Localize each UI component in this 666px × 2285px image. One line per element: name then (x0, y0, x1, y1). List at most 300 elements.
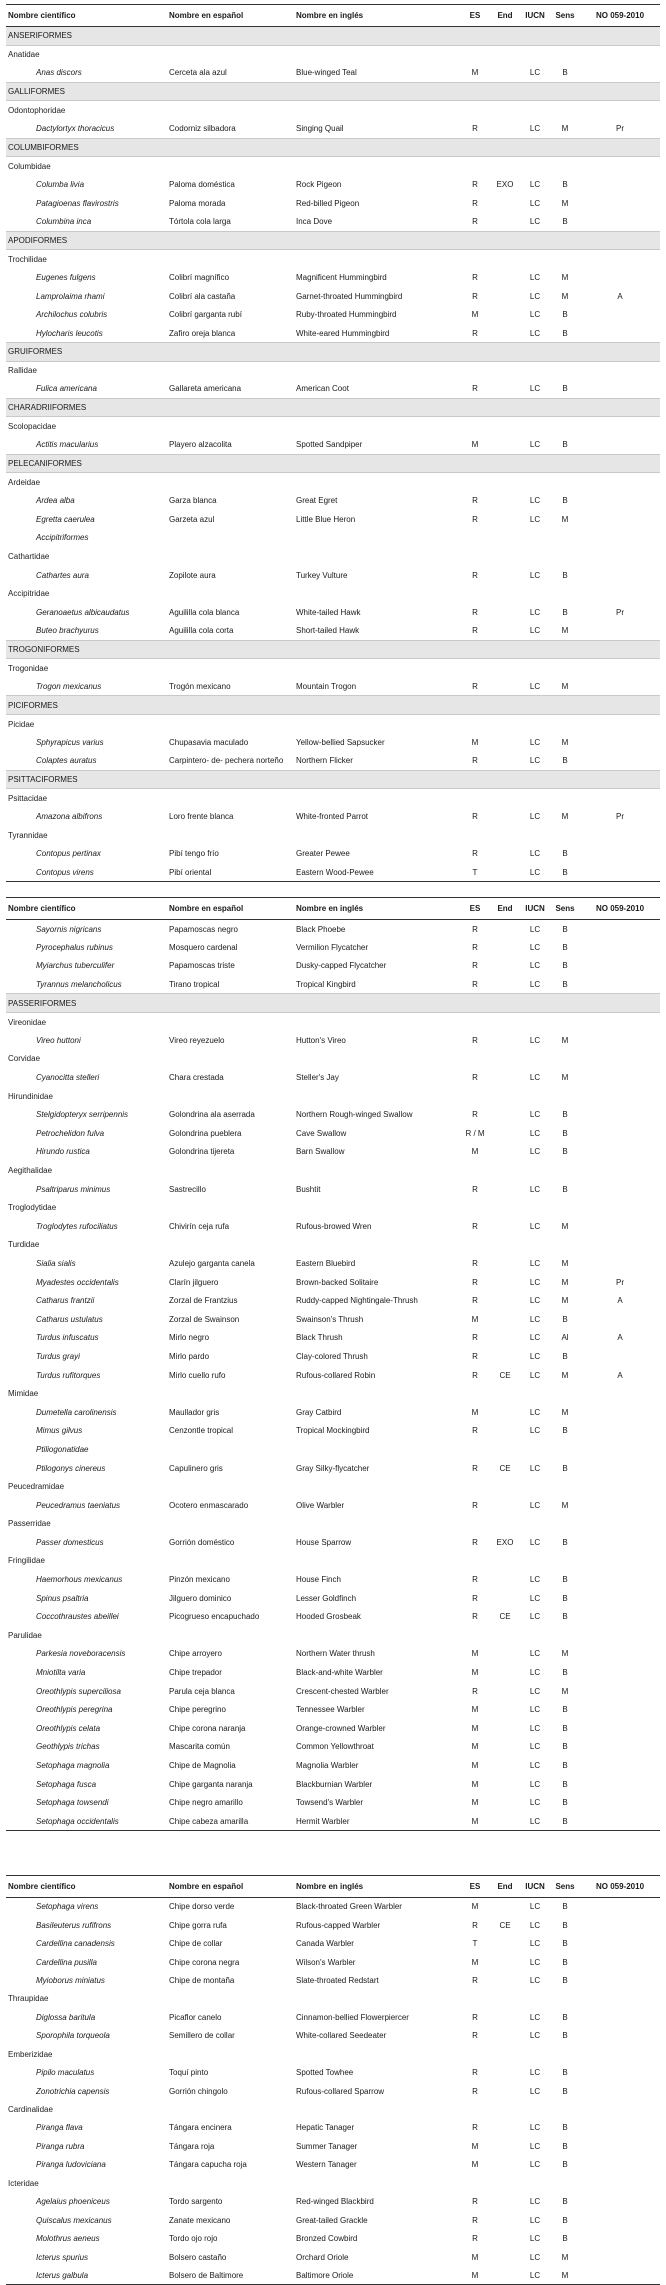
iucn-status: LC (520, 1812, 550, 1831)
es-status: M (471, 1779, 479, 1789)
english-name: Slate-throated Redstart (296, 1975, 379, 1985)
endemism (490, 752, 520, 771)
sensitivity: B (562, 2215, 568, 2225)
es-status: R (472, 496, 478, 506)
endemism (490, 287, 520, 306)
es-status: R (472, 1221, 478, 1231)
sensitivity: B (562, 849, 568, 859)
sensitivity: B (562, 924, 568, 934)
scientific-name: Setophaga virens (36, 1902, 99, 1912)
iucn-status: LC (529, 1779, 541, 1789)
nom-059-status: A (617, 1370, 623, 1380)
scientific-name: Ptiliogonatidae (36, 1444, 89, 1454)
nom-059-status (580, 2137, 660, 2155)
endemism (490, 1496, 520, 1515)
endemism (490, 938, 520, 957)
iucn-status: LC (529, 961, 541, 971)
nom-059-status (580, 175, 660, 194)
endemism: EXO (496, 180, 514, 190)
spanish-name: Picogrueso encapuchado (169, 1612, 260, 1622)
sensitivity: M (561, 198, 569, 208)
nom-059-status (580, 2248, 660, 2266)
english-name: Hepatic Tanager (296, 2123, 355, 2133)
sensitivity: B (550, 863, 580, 882)
scientific-name: Accipitriformes (36, 533, 89, 543)
iucn-status: LC (529, 1221, 541, 1231)
table-row (6, 2119, 660, 2137)
table-row (6, 1254, 660, 1273)
sensitivity: M (561, 1649, 569, 1659)
es-status: R (472, 1593, 478, 1603)
order-row (6, 696, 660, 715)
table-row (6, 1217, 660, 1236)
endemism (490, 1310, 520, 1329)
iucn-status: LC (529, 979, 541, 989)
family-row (6, 1161, 660, 1180)
scientific-name: Ardea alba (36, 496, 75, 506)
english-name: Bushtit (296, 1184, 321, 1194)
nom-059-status (580, 1180, 660, 1199)
es-status: R (472, 2215, 478, 2225)
iucn-status: LC (529, 1426, 541, 1436)
spanish-name: Chupasavia maculado (169, 737, 249, 747)
es-status: R (472, 979, 478, 989)
header-english-name: Nombre en inglés (294, 1876, 460, 1898)
scientific-name: Sphyrapicus varius (36, 737, 104, 747)
family-label: Corvidae (8, 1054, 41, 1064)
iucn-status: LC (529, 1128, 541, 1138)
english-name: Eastern Bluebird (296, 1258, 356, 1268)
spanish-name: Mirlo pardo (169, 1351, 210, 1361)
english-name: House Sparrow (296, 1537, 352, 1547)
sensitivity: M (561, 2252, 569, 2262)
scientific-name: Setophaga fusca (36, 1779, 97, 1789)
table-row (6, 1496, 660, 1515)
sensitivity: M (561, 291, 569, 301)
spanish-name: Cerceta ala azul (169, 68, 227, 78)
header-iucn: IUCN (520, 5, 550, 27)
nom-059-status (580, 491, 660, 510)
english-name: White-tailed Hawk (296, 607, 361, 617)
sensitivity: B (562, 1184, 568, 1194)
es-status: R (472, 2123, 478, 2133)
nom-059-status (580, 622, 660, 641)
endemism (490, 380, 520, 399)
english-name: Vermilion Flycatcher (296, 942, 369, 952)
iucn-status: LC (529, 1957, 541, 1967)
nom-059-status (580, 566, 660, 585)
spanish-name: Chipe dorso verde (169, 1902, 235, 1912)
table-row (6, 2008, 660, 2026)
iucn-status: LC (529, 216, 541, 226)
sensitivity: B (562, 216, 568, 226)
endemism (490, 1898, 520, 1916)
nom-059-status (580, 1459, 660, 1478)
spanish-name: Tángara encinera (169, 2123, 232, 2133)
iucn-status: LC (529, 198, 541, 208)
nom-059-status (580, 1068, 660, 1087)
spanish-name: Chipe corona negra (169, 1957, 240, 1967)
header-nom-059-2010: NO 059-2010 (580, 1876, 660, 1898)
english-name: Spotted Towhee (296, 2068, 354, 2078)
table-row (6, 287, 660, 306)
sensitivity: M (561, 1073, 569, 1083)
spanish-name: Chipe arroyero (169, 1649, 222, 1659)
nom-059-status (580, 2156, 660, 2174)
order-row (6, 27, 660, 46)
endemism (490, 2156, 520, 2174)
scientific-name: Eugenes fulgens (36, 273, 96, 283)
scientific-name: Pipilo maculatus (36, 2068, 95, 2078)
english-name: Summer Tanager (296, 2141, 358, 2151)
es-status: M (471, 1798, 479, 1808)
table-row (6, 920, 660, 939)
table-row (6, 733, 660, 752)
english-name: Gray Catbird (296, 1407, 342, 1417)
english-name: Turkey Vulture (296, 570, 348, 580)
endemism (490, 2266, 520, 2284)
spanish-name: Semillero de collar (169, 2031, 235, 2041)
iucn-status: LC (529, 1147, 541, 1157)
order-row (6, 82, 660, 101)
family-label: Trochilidae (8, 254, 47, 264)
english-name: Inca Dove (296, 216, 333, 226)
endemism (490, 1663, 520, 1682)
family-row (6, 101, 660, 120)
scientific-name: Zonotrichia capensis (36, 2086, 110, 2096)
order-label: TROGONIFORMES (6, 640, 660, 659)
iucn-status: LC (529, 1370, 541, 1380)
endemism (490, 529, 520, 548)
es-status: M (471, 440, 479, 450)
english-name: Brown-backed Solitaire (296, 1277, 379, 1287)
scientific-name: Sayornis nigricans (36, 924, 102, 934)
es-status: R (472, 1333, 478, 1343)
english-name: Blackburnian Warbler (296, 1779, 373, 1789)
spanish-name: Chipe de collar (169, 1939, 223, 1949)
sensitivity: B (562, 1723, 568, 1733)
es-status: M (471, 1668, 479, 1678)
spanish-name: Zafiro oreja blanca (169, 328, 236, 338)
order-label: COLUMBIFORMES (6, 138, 660, 157)
nom-059-status (580, 1738, 660, 1757)
es-status: M (471, 68, 479, 78)
nom-059-status (580, 752, 660, 771)
es-status: R (472, 681, 478, 691)
endemism (490, 1143, 520, 1162)
es-status: R (472, 2012, 478, 2022)
header-scientific-name: Nombre científico (6, 1876, 167, 1898)
english-name: Ruddy-capped Nightingale-Thrush (296, 1296, 418, 1306)
es-status: M (471, 737, 479, 747)
english-name: Western Tanager (296, 2160, 357, 2170)
table-row (6, 194, 660, 213)
scientific-name: Spinus psaltria (36, 1593, 89, 1603)
family-label: Thraupidae (8, 1994, 49, 2004)
iucn-status: LC (529, 570, 541, 580)
iucn-status: LC (529, 2141, 541, 2151)
iucn-status: LC (529, 124, 541, 134)
table-row (6, 1898, 660, 1916)
sensitivity: B (562, 440, 568, 450)
iucn-status: LC (529, 812, 541, 822)
family-row (6, 1626, 660, 1645)
table-row (6, 2266, 660, 2284)
english-name: Spotted Sandpiper (296, 440, 363, 450)
nom-059-status (580, 268, 660, 287)
nom-059-status (580, 1533, 660, 1552)
spanish-name: Papamoscas triste (169, 961, 235, 971)
nom-059-status (580, 1971, 660, 1989)
english-name: Baltimore Oriole (294, 2266, 460, 2284)
es-status: R (472, 1184, 478, 1194)
scientific-name: Buteo brachyurus (36, 626, 99, 636)
english-name: Ruby-throated Hummingbird (296, 310, 397, 320)
spanish-name: Colibrí ala castaña (169, 291, 236, 301)
scientific-name: Contopus pertinax (36, 849, 101, 859)
endemism (490, 1682, 520, 1701)
sensitivity: B (562, 979, 568, 989)
es-status: R (472, 1277, 478, 1287)
scientific-name: Catharus ustulatus (36, 1314, 103, 1324)
spanish-name: Toquí pinto (169, 2068, 209, 2078)
sensitivity: M (561, 1035, 569, 1045)
nom-059-status (580, 1143, 660, 1162)
spanish-name: Pibí tengo frío (169, 849, 219, 859)
spanish-name: Chipe gorra rufa (169, 1920, 227, 1930)
scientific-name: Ptilogonys cinereus (36, 1463, 106, 1473)
iucn-status: LC (529, 1939, 541, 1949)
header-english-name: Nombre en inglés (294, 898, 460, 920)
english-name: Great Egret (296, 496, 338, 506)
scientific-name: Oreothlypis superciliosa (36, 1686, 121, 1696)
scientific-name: Molothrus aeneus (36, 2234, 100, 2244)
iucn-status: LC (529, 1351, 541, 1361)
nom-059-status (580, 1916, 660, 1934)
es-status (460, 1440, 490, 1459)
es-status: M (471, 1957, 479, 1967)
header-spanish-name: Nombre en español (167, 5, 294, 27)
scientific-name: Patagioenas flavirostris (36, 198, 119, 208)
spanish-name: Zopilote aura (169, 570, 216, 580)
table-row (6, 380, 660, 399)
scientific-name: Cardellina pusilla (36, 1957, 97, 1967)
sensitivity: B (562, 496, 568, 506)
sensitivity: B (562, 180, 568, 190)
scientific-name: Coccothraustes abeillei (36, 1612, 119, 1622)
table-row (6, 863, 660, 882)
spanish-name: Chipe de Magnolia (169, 1761, 236, 1771)
family-row (6, 157, 660, 176)
spanish-name: Picaflor canelo (169, 2012, 222, 2022)
english-name: Red-billed Pigeon (296, 198, 360, 208)
iucn-status: LC (529, 310, 541, 320)
endemism (490, 2193, 520, 2211)
family-label: Peucedramidae (8, 1482, 65, 1492)
es-status: R (472, 2068, 478, 2078)
nom-059-status (580, 1663, 660, 1682)
es-status (460, 529, 490, 548)
table-header (6, 898, 660, 920)
spanish-name: Tordo sargento (169, 2197, 223, 2207)
spanish-name: Capulinero gris (169, 1463, 223, 1473)
english-name: Dusky-capped Flycatcher (296, 961, 387, 971)
table-row (6, 1916, 660, 1934)
table-row (6, 957, 660, 976)
nom-059-status (580, 1775, 660, 1794)
es-status: R (472, 1035, 478, 1045)
table-row (6, 1971, 660, 1989)
scientific-name: Oreothlypis celata (36, 1723, 101, 1733)
endemism (490, 1719, 520, 1738)
scientific-name: Tyrannus melancholicus (36, 979, 122, 989)
iucn-status: LC (520, 2266, 550, 2284)
spanish-name: Chara crestada (169, 1073, 224, 1083)
iucn-status (520, 529, 550, 548)
table-row (6, 119, 660, 138)
table-row (6, 1589, 660, 1608)
sensitivity: B (562, 2068, 568, 2078)
table-row (6, 1459, 660, 1478)
spanish-name: Mirlo cuello rufo (169, 1370, 226, 1380)
order-row (6, 138, 660, 157)
english-name: Swainson's Thrush (296, 1314, 364, 1324)
header-iucn: IUCN (520, 1876, 550, 1898)
family-row (6, 2045, 660, 2063)
nom-059-status (580, 436, 660, 455)
scientific-name: Actitis macularius (36, 440, 99, 450)
spanish-name: Zorzal de Frantzius (169, 1296, 238, 1306)
spanish-name: Paloma doméstica (169, 180, 235, 190)
scientific-name: Mniotilta varia (36, 1668, 86, 1678)
es-status: M (471, 1407, 479, 1417)
iucn-status: LC (529, 1575, 541, 1585)
scientific-name: Fulica americana (36, 384, 97, 394)
nom-059-status (580, 1793, 660, 1812)
english-name: American Coot (296, 384, 349, 394)
table-row (6, 752, 660, 771)
iucn-status: LC (529, 2086, 541, 2096)
sensitivity: B (562, 310, 568, 320)
sensitivity: B (562, 1537, 568, 1547)
endemism (490, 212, 520, 231)
table-row (6, 1756, 660, 1775)
iucn-status: LC (529, 1258, 541, 1268)
table-row (6, 1124, 660, 1143)
sensitivity: M (561, 1221, 569, 1231)
endemism (490, 1738, 520, 1757)
sensitivity: B (562, 570, 568, 580)
header-nom-059-2010: NO 059-2010 (580, 5, 660, 27)
header-end: End (490, 898, 520, 920)
iucn-status: LC (529, 1612, 541, 1622)
endemism (490, 2027, 520, 2045)
spanish-name: Colibrí garganta rubí (169, 310, 242, 320)
es-status: R (472, 607, 478, 617)
es-status: R (472, 812, 478, 822)
english-name: Blue-winged Teal (296, 68, 357, 78)
sensitivity: B (562, 1593, 568, 1603)
spanish-name: Tángara capucha roja (169, 2160, 247, 2170)
family-label: Scolopacidae (8, 422, 57, 432)
english-name: Northern Water thrush (296, 1649, 375, 1659)
sensitivity: M (561, 273, 569, 283)
sensitivity: M (561, 1296, 569, 1306)
nom-059-status (580, 845, 660, 864)
es-status: R (472, 570, 478, 580)
endemism (490, 2082, 520, 2100)
table-row (6, 268, 660, 287)
es-status: R (472, 626, 478, 636)
spanish-name: Papamoscas negro (169, 924, 238, 934)
sensitivity: M (561, 1686, 569, 1696)
spanish-name: Garza blanca (169, 496, 217, 506)
nom-059-status (580, 324, 660, 343)
sensitivity: B (562, 1705, 568, 1715)
endemism (490, 1645, 520, 1664)
endemism (490, 1347, 520, 1366)
nom-059-status (580, 1589, 660, 1608)
spanish-name (167, 1440, 294, 1459)
es-status: R (472, 2234, 478, 2244)
iucn-status: LC (529, 681, 541, 691)
english-name: Mountain Trogon (296, 681, 357, 691)
sensitivity: B (562, 2141, 568, 2151)
scientific-name: Setophaga towsendi (36, 1798, 109, 1808)
spanish-name: Clarín jilguero (169, 1277, 219, 1287)
english-name: Wilson's Warbler (296, 1957, 356, 1967)
spanish-name: Chivirín ceja rufa (169, 1221, 230, 1231)
nom-059-status (580, 1496, 660, 1515)
header-iucn: IUCN (520, 898, 550, 920)
sensitivity: B (562, 961, 568, 971)
sensitivity: B (562, 1110, 568, 1120)
nom-059-status (580, 2082, 660, 2100)
spanish-name: Tórtola cola larga (169, 216, 231, 226)
iucn-status: LC (529, 1920, 541, 1930)
table-row (6, 212, 660, 231)
family-label: Vireonidae (8, 1017, 47, 1027)
scientific-name: Diglossa baritula (36, 2012, 96, 2022)
table-row (6, 845, 660, 864)
iucn-status: LC (529, 384, 541, 394)
scientific-name: Catharus frantzii (36, 1296, 95, 1306)
sensitivity: M (561, 1500, 569, 1510)
endemism (490, 2137, 520, 2155)
english-name: Cave Swallow (296, 1128, 347, 1138)
endemism (490, 622, 520, 641)
sensitivity: B (562, 68, 568, 78)
sensitivity: B (562, 1575, 568, 1585)
family-row (6, 1515, 660, 1534)
english-name: Magnolia Warbler (296, 1761, 359, 1771)
es-status: R (472, 1073, 478, 1083)
header-spanish-name: Nombre en español (167, 898, 294, 920)
table-row (6, 1738, 660, 1757)
endemism (490, 1953, 520, 1971)
nom-059-status (580, 529, 660, 548)
iucn-status: LC (529, 496, 541, 506)
endemism (490, 603, 520, 622)
es-status: R (472, 1351, 478, 1361)
order-label: GRUIFORMES (6, 343, 660, 362)
scientific-name: Quiscalus mexicanus (36, 2215, 112, 2225)
order-label: GALLIFORMES (6, 82, 660, 101)
iucn-status: LC (529, 1184, 541, 1194)
es-status: R (472, 180, 478, 190)
english-name: White-fronted Parrot (296, 812, 369, 822)
scientific-name: Piranga ludoviciana (36, 2160, 106, 2170)
